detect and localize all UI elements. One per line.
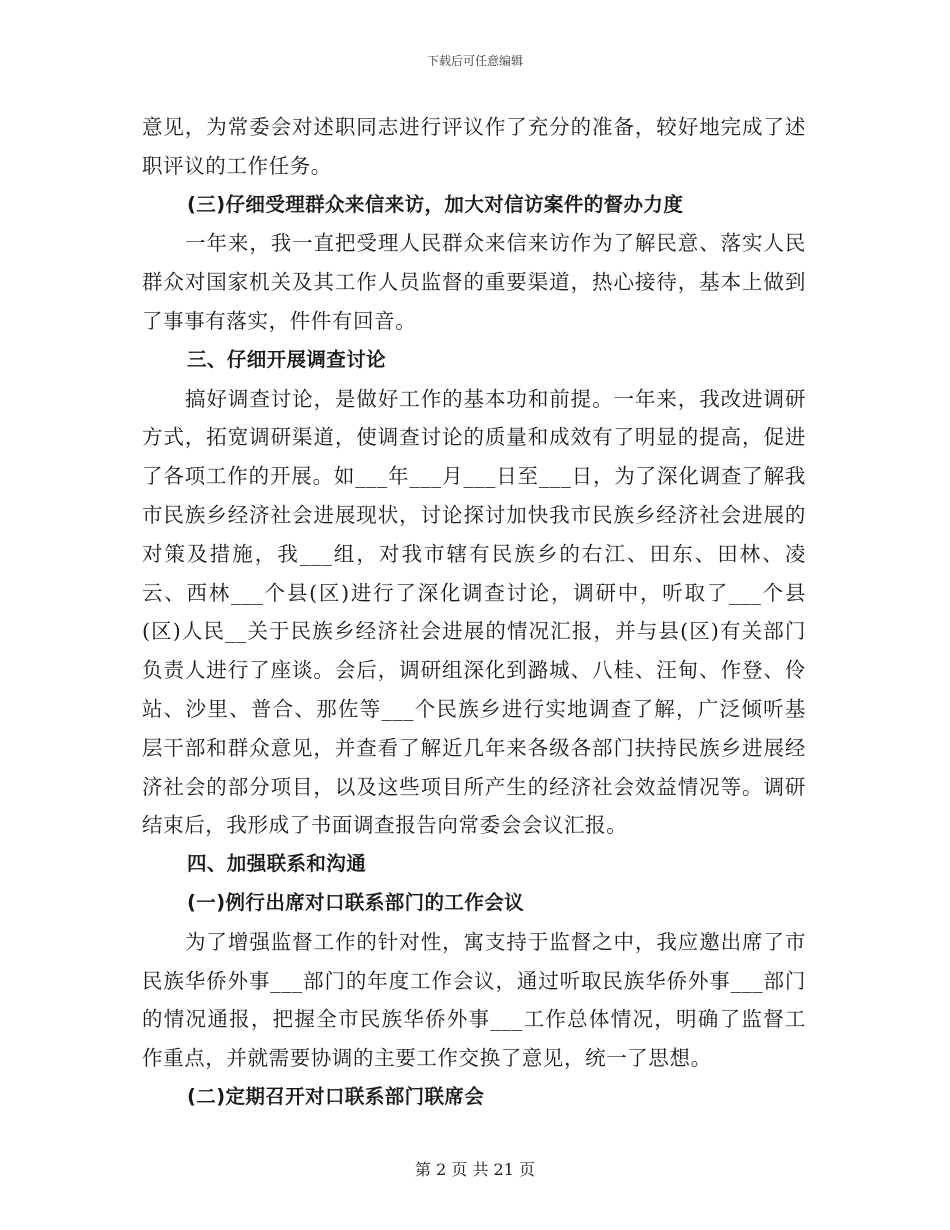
page-footer: 第 2 页 共 21 页 [415,1160,535,1179]
subheading-3: (三)仔细受理群众来信来访，加大对信访案件的督办力度 [187,192,684,216]
subheading-2: (二)定期召开对口联系部门联席会 [187,1084,485,1108]
section-heading-4: 四、加强联系和沟通 [187,852,367,876]
page-header: 下载后可任意编辑 [426,54,523,68]
section-heading-3: 三、仔细开展调查讨论 [187,347,387,371]
document-body [142,108,806,1117]
paragraph-meetings: 为了增强监督工作的针对性，寓支持于监督之中，我应邀出席了市民族华侨外事___部门的年度工作会议，通过听取民族华侨外事___部门的情况通报，把握全市民族华侨外事___工作总体情况，明确了监督工作重点，并就需要协调的主要工作交换了意见，统一了思想。 [142,929,806,1071]
paragraph-investigation: 搞好调查讨论，是做好工作的基本功和前提。一年来，我改进调研方式，拓宽调研渠道，使调查讨论的质量和成效有了明显的提高，促进了各项工作的开展。如___年___月___日至___日，为了深化调查了解我市民族乡经济社会进展现状，讨论探讨加快我市民族乡经济社会进展的对策及措施，我___组，对我市辖有民族乡的右江、田东、田林、凌云、西林___个县(区)进行了深化调查讨论，调研中，听取了___个县(区)人民__关于民族乡经济社会进展的情况汇报，并与县(区)有关部门负责人进行了座谈。会后，调研组深化到潞城、八桂、汪甸、作登、伶站、沙里、普合、那佐等___个民族乡进行实地调查了解，广泛倾听基层干部和群众意见，并查看了解近几年来各级各部门扶持民族乡进展经济社会的部分项目，以及这些项目所产生的经济社会效益情况等。调研结束后，我形成了书面调查报告向常委会会议汇报。 [142,386,806,838]
paragraph-continued: 意见，为常委会对述职同志进行评议作了充分的准备，较好地完成了述职评议的工作任务。 [142,115,806,178]
paragraph-letters-visits: 一年来，我一直把受理人民群众来信来访作为了解民意、落实人民群众对国家机关及其工作人员监督的重要渠道，热心接待，基本上做到了事事有落实，件件有回音。 [142,231,806,333]
subheading-1: (一)例行出席对口联系部门的工作会议 [187,890,525,914]
